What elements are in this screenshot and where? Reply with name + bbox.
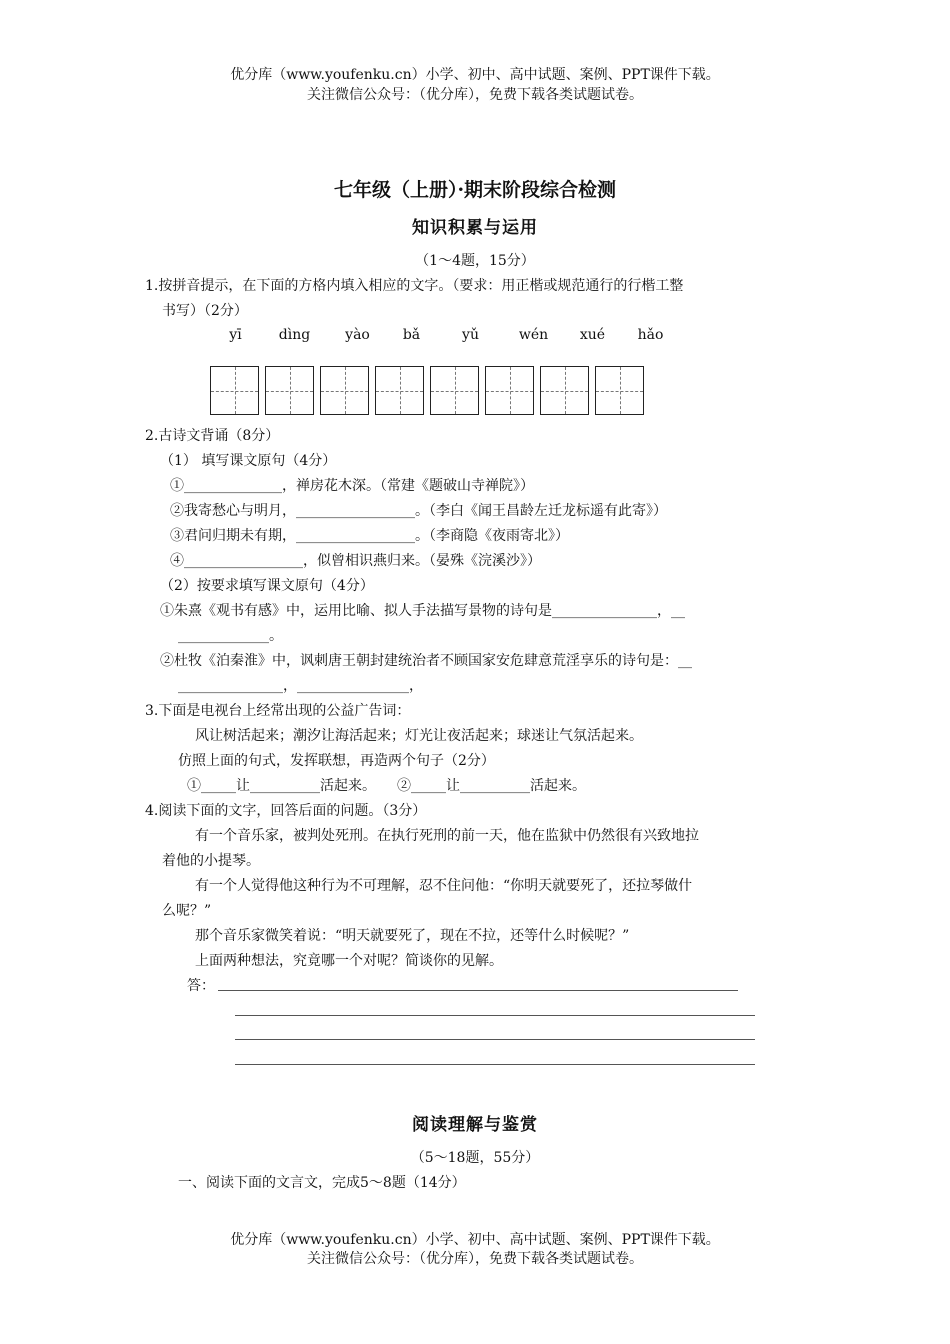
- writing-box[interactable]: [265, 366, 314, 415]
- section-1-range: （1～4题，15分）: [415, 253, 535, 269]
- pinyin-7: xué: [579, 327, 606, 343]
- pinyin-2: dìng: [278, 327, 311, 343]
- q2-sub2: （2）按要求填写课文原句（4分）: [160, 578, 374, 594]
- writing-box[interactable]: [540, 366, 589, 415]
- q4-p3: 那个音乐家微笑着说：“明天就要死了，现在不拉，还等什么时候呢？”: [195, 928, 630, 944]
- q4-p2a: 有一个人觉得他这种行为不可理解，忍不住问他：“你明天就要死了，还拉琴做什: [195, 878, 693, 894]
- section-2-range: （5～18题，55分）: [410, 1150, 540, 1166]
- q4-p1a: 有一个音乐家，被判处死刑。在执行死刑的前一天，他在监狱中仍然很有兴致地拉: [195, 828, 699, 844]
- footer-line-2: 关注微信公众号：（优分库），免费下载各类试题试卷。: [307, 1251, 643, 1267]
- answer-label: 答：: [187, 978, 215, 994]
- q3-blanks: ①_____让__________活起来。 ②_____让__________活起来。: [187, 778, 586, 794]
- page-title: 七年级（上册）·期末阶段综合检测: [333, 179, 617, 201]
- pinyin-6: wén: [518, 327, 549, 343]
- answer-line[interactable]: [235, 1039, 755, 1040]
- writing-grid: [210, 366, 644, 415]
- q2-r2b: _______________，________________，: [178, 678, 423, 694]
- q2-r1b: _____________。: [178, 628, 283, 644]
- q4-p4: 上面两种想法，究竟哪一个对呢？简谈你的见解。: [195, 953, 503, 969]
- section-1-title: 知识积累与运用: [412, 218, 538, 238]
- q2-s4: ④_________________，似曾相识燕归来。（晏殊《浣溪沙》）: [170, 553, 541, 569]
- q2-r1a: ①朱熹《观书有感》中，运用比喻、拟人手法描写景物的诗句是_______________，__: [160, 603, 685, 619]
- pinyin-4: bǎ: [402, 327, 421, 343]
- q3-example: 风让树活起来；潮汐让海活起来；灯光让夜活起来；球迷让气氛活起来。: [195, 728, 643, 744]
- section-2-title: 阅读理解与鉴赏: [412, 1115, 538, 1135]
- footer-line-1: 优分库（www.youfenku.cn）小学、初中、高中试题、案例、PPT课件下载。: [230, 1232, 720, 1248]
- pinyin-5: yǔ: [462, 327, 479, 343]
- q3-instruction: 仿照上面的句式，发挥联想，再造两个句子（2分）: [178, 753, 495, 769]
- q2-s1: ①______________，禅房花木深。（常建《题破山寺禅院》）: [170, 478, 534, 494]
- writing-box[interactable]: [210, 366, 259, 415]
- q3-title: 3.下面是电视台上经常出现的公益广告词：: [145, 703, 411, 719]
- q2-r2a: ②杜牧《泊秦淮》中，讽刺唐王朝封建统治者不顾国家安危肆意荒淫享乐的诗句是：__: [160, 653, 692, 669]
- writing-box[interactable]: [320, 366, 369, 415]
- section-2-part-1: 一、阅读下面的文言文，完成5～8题（14分）: [178, 1175, 466, 1191]
- answer-line[interactable]: [218, 990, 738, 991]
- writing-box[interactable]: [375, 366, 424, 415]
- q2-s3: ③君问归期未有期，_________________。（李商隐《夜雨寄北》）: [170, 528, 569, 544]
- q4-p1b: 着他的小提琴。: [162, 853, 260, 869]
- q4-p2b: 么呢？”: [162, 903, 212, 919]
- q4-title: 4.阅读下面的文字，回答后面的问题。（3分）: [145, 803, 427, 819]
- header-line-1: 优分库（www.youfenku.cn）小学、初中、高中试题、案例、PPT课件下载。: [230, 67, 720, 83]
- writing-box[interactable]: [430, 366, 479, 415]
- q2-title: 2.古诗文背诵（8分）: [145, 428, 280, 444]
- q1-line-1: 1.按拼音提示，在下面的方格内填入相应的文字。（要求：用正楷或规范通行的行楷工整: [145, 278, 684, 294]
- q2-s2: ②我寄愁心与明月，_________________。（李白《闻王昌龄左迁龙标遥有此寄》）: [170, 503, 667, 519]
- pinyin-8: hǎo: [637, 327, 664, 343]
- writing-box[interactable]: [595, 366, 644, 415]
- q1-line-2: 书写）（2分）: [162, 303, 248, 319]
- pinyin-1: yī: [229, 327, 242, 343]
- writing-box[interactable]: [485, 366, 534, 415]
- answer-line[interactable]: [235, 1015, 755, 1016]
- answer-line[interactable]: [235, 1064, 755, 1065]
- pinyin-3: yào: [345, 327, 370, 343]
- q2-sub1: （1） 填写课文原句（4分）: [160, 453, 337, 469]
- header-line-2: 关注微信公众号：（优分库），免费下载各类试题试卷。: [307, 87, 643, 103]
